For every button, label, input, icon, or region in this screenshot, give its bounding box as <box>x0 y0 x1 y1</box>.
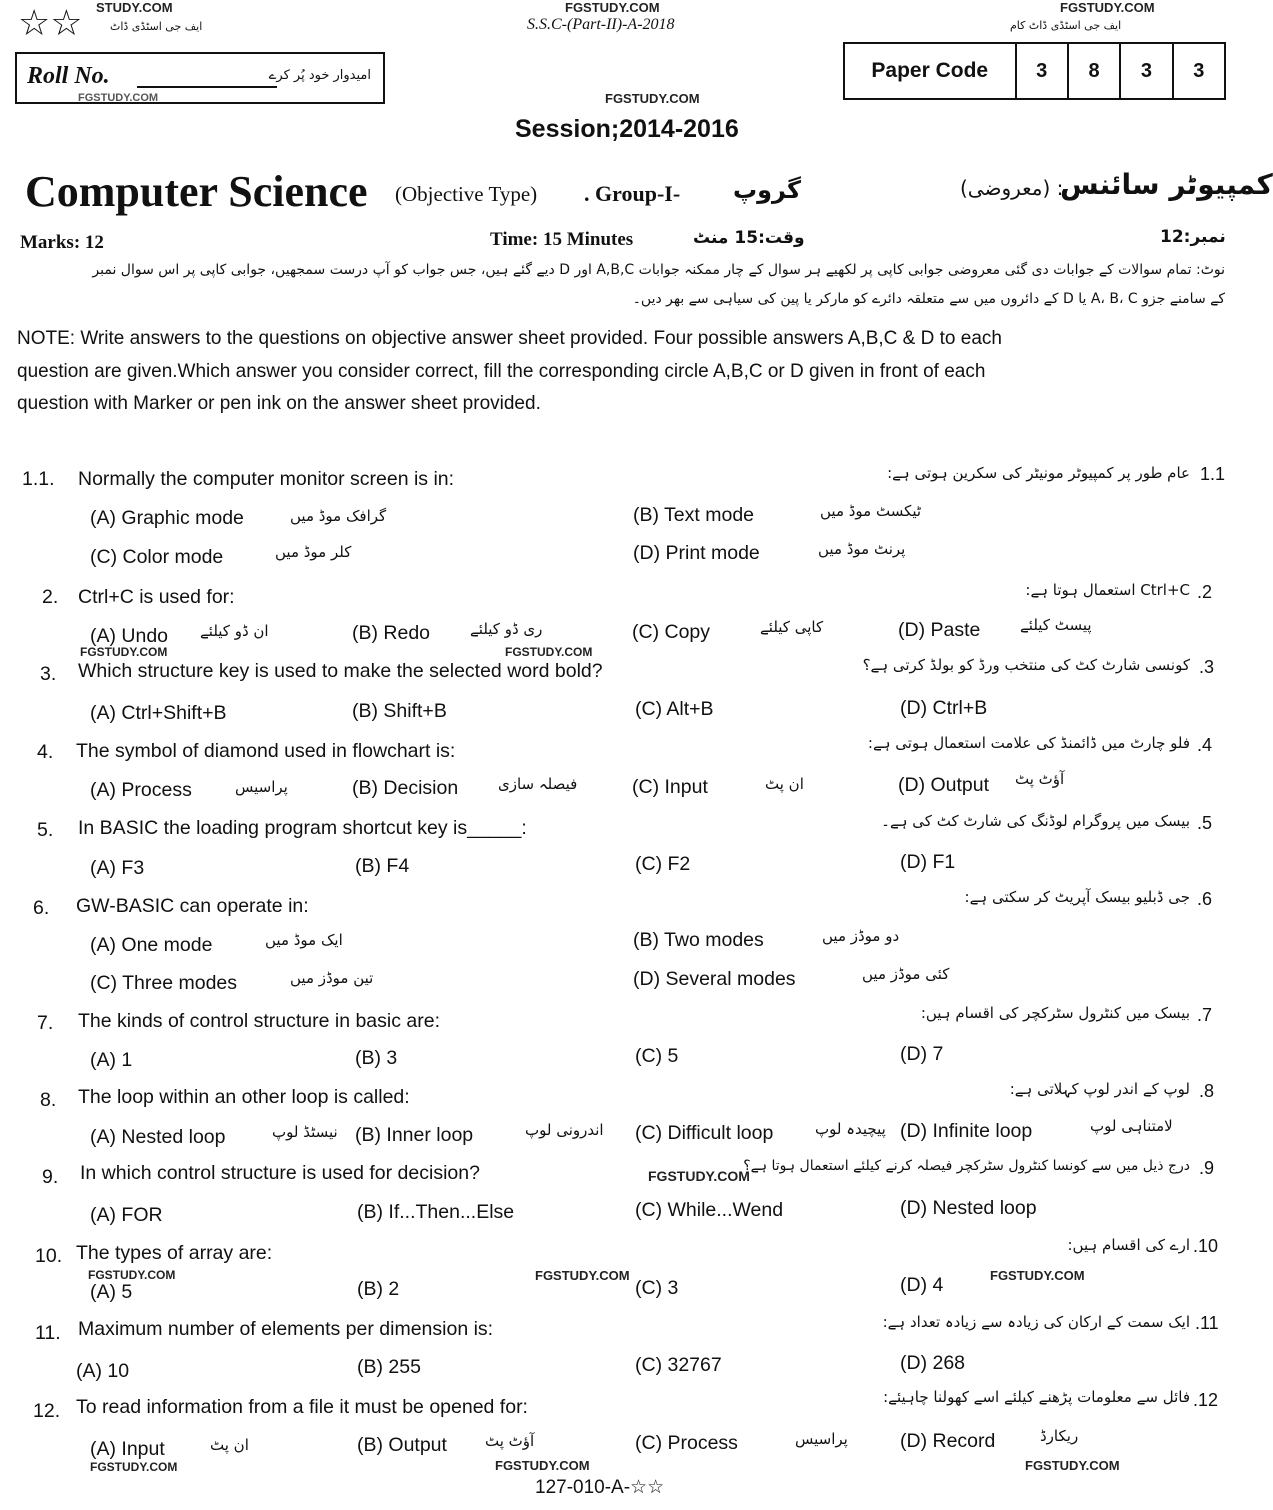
question-text: The loop within an other loop is called: <box>78 1086 410 1108</box>
subject-type: (Objective Type) <box>395 182 538 206</box>
option-c-urdu: پراسیس <box>795 1430 848 1448</box>
question-urdu: درج ذیل میں سے کونسا کنٹرول سٹرکچر فیصلہ کرنے کیلئے استعمال ہوتا ہے؟ <box>743 1158 1190 1174</box>
subject-title: Computer Science <box>25 167 368 216</box>
question-urdu: Ctrl+C استعمال ہوتا ہے: <box>1025 581 1190 599</box>
question-text: To read information from a file it must be opened for: <box>76 1396 528 1418</box>
question-number: 3. <box>40 663 57 685</box>
question-urdu: بیسک میں پروگرام لوڈنگ کی شارٹ کٹ کی ہے۔ <box>881 812 1190 830</box>
option-a: (A) Graphic mode <box>90 507 244 529</box>
question-number: 1.1. <box>22 468 55 490</box>
question-number: 2. <box>42 586 59 608</box>
option-b-urdu: دو موڈز میں <box>822 927 900 945</box>
option-d: (D) Infinite loop <box>900 1120 1033 1142</box>
option-a: (A) Process <box>90 779 192 801</box>
paper-id: S.S.C-(Part-II)-A-2018 <box>527 16 675 33</box>
option-b-urdu: ری ڈو کیلئے <box>470 620 543 638</box>
roll-label: Roll No. <box>27 63 110 89</box>
watermark-top-right: FGSTUDY.COM <box>1060 0 1155 15</box>
roll-number-line[interactable] <box>137 86 277 88</box>
option-d: (D) Paste <box>898 619 981 641</box>
option-d: (D) Nested loop <box>900 1197 1037 1219</box>
question-urdu: عام طور پر کمپیوٹر مونیٹر کی سکرین ہوتی ہے: <box>887 464 1190 482</box>
option-b-urdu: آؤٹ پٹ <box>485 1432 535 1450</box>
question-urdu: لوپ کے اندر لوپ کہلاتی ہے: <box>1009 1080 1190 1098</box>
option-c: (C) Three modes <box>90 972 238 994</box>
paper-code-digit: 8 <box>1067 44 1119 98</box>
question-text: Which structure key is used to make the selected word bold? <box>78 660 603 682</box>
option-a: (A) Input <box>90 1438 165 1460</box>
question-number: 7. <box>37 1012 54 1034</box>
question-number: 5. <box>37 819 54 841</box>
time: Time: 15 Minutes <box>490 229 634 250</box>
question-number-urdu: .8 <box>1199 1081 1215 1101</box>
option-d: (D) Ctrl+B <box>900 697 988 719</box>
option-b: (B) 255 <box>357 1356 421 1378</box>
group-urdu: گروپ <box>733 176 801 204</box>
option-a: (A) One mode <box>90 934 213 956</box>
option-a: (A) Nested loop <box>90 1126 226 1148</box>
question-number-urdu: .7 <box>1197 1005 1213 1025</box>
option-c: (C) Alt+B <box>635 698 714 720</box>
question-urdu: ارے کی اقسام ہیں: <box>1067 1236 1190 1254</box>
option-b: (B) Inner loop <box>355 1124 474 1146</box>
roll-urdu: امیدوار خود پُر کرے <box>268 68 371 83</box>
option-b: (B) Text mode <box>633 504 755 526</box>
option-b-urdu: اندرونی لوپ <box>525 1121 604 1139</box>
session: Session;2014-2016 <box>515 115 739 143</box>
option-b: (B) Redo <box>352 622 431 644</box>
option-a: (A) 10 <box>76 1360 130 1382</box>
question-text: The kinds of control structure in basic are: <box>78 1010 440 1032</box>
question-urdu: فلو چارٹ میں ڈائمنڈ کی علامت استعمال ہوتی ہے: <box>867 734 1190 752</box>
option-b: (B) 2 <box>357 1278 400 1300</box>
footer-watermark-right: FGSTUDY.COM <box>1025 1458 1120 1473</box>
question-text: The symbol of diamond used in flowchart is: <box>76 740 456 762</box>
question-number: 4. <box>37 741 54 763</box>
option-d-urdu: آؤٹ پٹ <box>1015 770 1065 788</box>
question-number: 6. <box>33 897 50 919</box>
footer-watermark-left: FGSTUDY.COM <box>90 1460 178 1474</box>
option-a-urdu: گرافک موڈ میں <box>290 507 387 525</box>
watermark: FGSTUDY.COM <box>505 645 593 659</box>
option-d: (D) 4 <box>900 1274 944 1296</box>
watermark: FGSTUDY.COM <box>648 1168 750 1184</box>
question-text: In which control structure is used for decision? <box>80 1162 480 1184</box>
option-c: (C) 32767 <box>635 1354 722 1376</box>
question-text: In BASIC the loading program shortcut key is_____: <box>78 817 527 839</box>
watermark-center: FGSTUDY.COM <box>605 91 700 106</box>
question-text: Normally the computer monitor screen is in: <box>78 468 455 490</box>
urdu-top-left: ایف جی اسٹڈی ڈاٹ <box>110 20 203 33</box>
option-d: (D) 7 <box>900 1043 944 1065</box>
option-b: (B) 3 <box>355 1047 398 1069</box>
option-a: (A) 5 <box>90 1281 133 1303</box>
question-number: 11. <box>35 1322 61 1344</box>
option-c-urdu: کاپی کیلئے <box>760 618 824 636</box>
question-number-urdu: .12 <box>1193 1390 1219 1410</box>
question-number-urdu: .4 <box>1197 735 1213 755</box>
option-c: (C) Color mode <box>90 546 224 568</box>
note-english-line-1: NOTE: Write answers to the questions on objective answer sheet provided. Four possible answers A,B,C & D to each <box>17 328 1002 349</box>
option-a: (A) F3 <box>90 857 145 879</box>
question-number-urdu: .2 <box>1197 582 1213 602</box>
watermark: FGSTUDY.COM <box>990 1268 1085 1283</box>
footer-watermark-center: FGSTUDY.COM <box>495 1458 590 1473</box>
watermark: FGSTUDY.COM <box>88 1268 176 1282</box>
option-d: (D) 268 <box>900 1352 966 1374</box>
question-number-urdu: .10 <box>1193 1236 1219 1256</box>
question-urdu: کونسی شارٹ کٹ کی منتخب ورڈ کو بولڈ کرتی ہے؟ <box>862 656 1190 674</box>
watermark-top-left: STUDY.COM <box>96 0 173 15</box>
question-text: The types of array are: <box>76 1242 273 1264</box>
question-text: Maximum number of elements per dimension is: <box>78 1318 494 1340</box>
option-d: (D) Output <box>898 774 990 796</box>
option-b-urdu: ٹیکسٹ موڈ میں <box>820 502 922 520</box>
option-d-urdu: کئی موڈز میں <box>862 965 950 983</box>
time-urdu: وقت:15 منٹ <box>693 228 805 248</box>
option-a: (A) 1 <box>90 1049 133 1071</box>
paper-code-digit: 3 <box>1172 44 1224 98</box>
option-d-urdu: پیسٹ کیلئے <box>1020 616 1092 634</box>
question-number: 8. <box>40 1089 57 1111</box>
option-c: (C) Process <box>635 1432 738 1454</box>
option-b: (B) If...Then...Else <box>357 1201 515 1223</box>
roll-number-box <box>15 52 385 104</box>
question-urdu: جی ڈبلیو بیسک آپریٹ کر سکتی ہے: <box>964 888 1190 906</box>
marks-urdu: نمبر:12 <box>1160 227 1226 247</box>
option-d-urdu: پرنٹ موڈ میں <box>818 540 906 558</box>
note-english-line-3: question with Marker or pen ink on the answer sheet provided. <box>17 393 541 414</box>
subject-urdu: کمپیوٹر سائنس <box>1060 168 1273 201</box>
question-urdu: ایک سمت کے ارکان کی زیادہ سے زیادہ تعداد ہے: <box>882 1313 1190 1331</box>
option-d: (D) Record <box>900 1430 996 1452</box>
option-a-urdu: ان پٹ <box>210 1436 249 1454</box>
urdu-top-right: ایف جی اسٹڈی ڈاٹ کام <box>1010 19 1122 32</box>
option-c: (C) 3 <box>635 1277 679 1299</box>
question-number-urdu: .11 <box>1195 1313 1219 1333</box>
option-a-urdu: نیسٹڈ لوپ <box>272 1123 338 1141</box>
option-a: (A) Ctrl+Shift+B <box>90 702 227 724</box>
question-text: Ctrl+C is used for: <box>78 586 235 608</box>
question-text: GW-BASIC can operate in: <box>76 895 309 917</box>
option-c: (C) Input <box>632 776 708 798</box>
option-d: (D) F1 <box>900 851 956 873</box>
paper-code-digit: 3 <box>1119 44 1171 98</box>
paper-code-box <box>843 42 1226 100</box>
option-c: (C) While...Wend <box>635 1199 784 1221</box>
question-urdu: بیسک میں کنٹرول سٹرکچر کی اقسام ہیں: <box>920 1004 1190 1022</box>
paper-code-digit: 3 <box>1015 44 1067 98</box>
option-b-urdu: فیصلہ سازی <box>498 775 578 793</box>
option-c-urdu: کلر موڈ میں <box>275 543 352 561</box>
question-number-urdu: .9 <box>1199 1158 1215 1178</box>
note-urdu-line-1: نوٹ: تمام سوالات کے جوابات دی گئی معروضی جوابی کاپی پر لکھیے ہر سوال کے چار ممکنہ جوابات A,B,C اور D دیے گئے ہیں، جس جواب کو آپ درست سمجھیں، جوابی کاپی پر اس سوال نمبر <box>92 262 1225 278</box>
option-d-urdu: لامتناہی لوپ <box>1090 1117 1173 1135</box>
watermark: FGSTUDY.COM <box>80 645 168 659</box>
group-label: . Group-I- <box>584 181 681 206</box>
option-a-urdu: ان ڈو کیلئے <box>200 622 269 640</box>
question-number: 10. <box>35 1245 63 1267</box>
star-icons: ☆☆ <box>18 3 83 44</box>
question-number-urdu: .6 <box>1197 889 1213 909</box>
option-c: (C) Copy <box>632 621 711 643</box>
option-a: (A) FOR <box>90 1204 163 1226</box>
option-c: (C) Difficult loop <box>635 1122 774 1144</box>
option-a-urdu: ایک موڈ میں <box>265 931 343 949</box>
type-urdu: : (معروضی) <box>960 176 1064 200</box>
note-english-line-2: question are given.Which answer you consider correct, fill the corresponding circle A,B,C or D given in front of each <box>17 361 986 382</box>
question-urdu: فائل سے معلومات پڑھنے کیلئے اسے کھولنا چاہیئے: <box>883 1388 1190 1406</box>
option-a: (A) Undo <box>90 625 169 647</box>
paper-code-label: Paper Code <box>871 59 989 82</box>
watermark-under-roll: FGSTUDY.COM <box>78 92 159 104</box>
footer-code: 127-010-A-☆☆ <box>535 1477 665 1498</box>
option-c: (C) F2 <box>635 853 691 875</box>
option-c-urdu: پیچیدہ لوپ <box>815 1120 886 1138</box>
watermark-top-center: FGSTUDY.COM <box>565 0 660 15</box>
option-d-urdu: ریکارڈ <box>1040 1427 1079 1445</box>
option-a-urdu: پراسیس <box>235 778 288 796</box>
option-b: (B) Output <box>357 1434 447 1456</box>
option-b: (B) Two modes <box>633 929 764 951</box>
option-c-urdu: ان پٹ <box>765 775 804 793</box>
marks: Marks: 12 <box>20 232 104 253</box>
question-number: 12. <box>33 1400 61 1422</box>
option-b: (B) Shift+B <box>352 700 447 722</box>
option-d: (D) Print mode <box>633 542 760 564</box>
question-number-urdu: .5 <box>1197 813 1213 833</box>
question-number-urdu: 1.1 <box>1200 464 1226 484</box>
option-b: (B) Decision <box>352 777 459 799</box>
option-c: (C) 5 <box>635 1045 679 1067</box>
note-urdu-line-2: کے سامنے جزو A، B، C یا D کے دائروں میں سے متعلقہ دائرے کو مارکر یا پین کی سیاہی سے بھر دیں۔ <box>632 291 1225 307</box>
question-number-urdu: .3 <box>1199 657 1215 677</box>
option-c-urdu: تین موڈز میں <box>290 969 374 987</box>
question-number: 9. <box>42 1166 59 1188</box>
watermark: FGSTUDY.COM <box>535 1268 630 1283</box>
option-b: (B) F4 <box>355 855 410 877</box>
option-d: (D) Several modes <box>633 968 796 990</box>
